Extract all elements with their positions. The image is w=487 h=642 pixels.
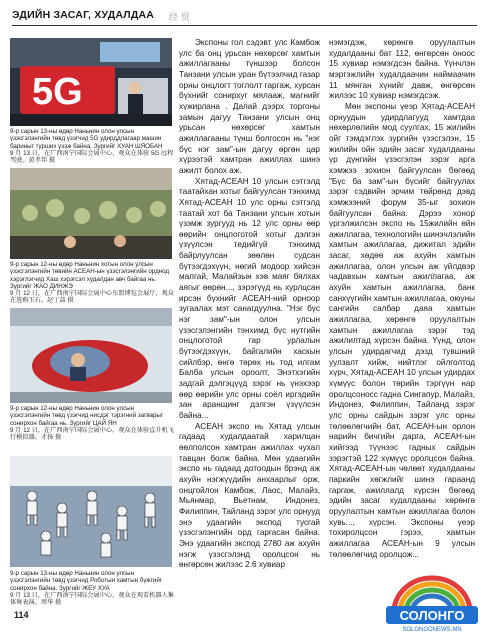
paragraph: Мөн экспоны үеэр Хятад-АСЕАН орнуудын удирдлагууд хамтдаа нөхөрлөлийн мод суулгах, 15 жилийн ойг тэмдэглэх зургийн үзэсгэлэн, 15 жилийн ойн эдийн засаг худалдааны үр дүнгийн үзэсгэлэн зэрэг арга хэмжээ зохион байгуулсан бөгөөд "Бүс ба зам"-ын бүсийг байгуулах зэрэг сэдвийн эрчим төйрөнд дэвд хэмжээний форум 35-ыг зохион байгуулсан байна. Дэрээ хонор үргэлжилсэн экспо нь 15жилийн өйн ажиллагаа, технологийн шинэчлэлийн хамтын ажиллагаа, дижитал эдийн засаг, хөдөө аж ахуйн хамтын ажиллагаа, олон улсын аж үйлдвэр чадавхын хамтын ажиллагаа, аж ахуйн хамтын ажиллагаа, банк санхүүгийн хамтын ажиллагаа, оюуны сангийн салбар даяа хамтын ажиллагаа, хөрөнгө оруулалтын хамтын ажиллагаа зэрэг тэд ажилилтад хүрсэн байна. Үүнд, олон улсын удирдагчид дэзд тувшний уулзалт хийж, нийтлэг ойлголтод хүрч, Хятад-АСЕАН 10 улсын удирдах хүмүүс болон төрийн тэргүүн нар оролцсоносс гадна Сингапур, Малайз, Индонез, Филиппин, Тайланд зэрэг улс орны сайдын зэрэг улс орны төлөөлөгчийн бат, АСЕАН-ын орлон нарийн бичгийн дарга, АСЕАН-ын хийгээд түүнээс гадных сайдын зэрэгтэй 122 хүмүүс оролцсон байна. Хятад-АСЕАН-ын чөлөөт худалдааны паркийн хөгжлийг шинэ гараанд гаргаж, ажиллалд хүрсэн бөгөөд эдийн засаг худалдааны хөрөнгө оруулалтын хамтын ажиллагаа болон хувь..., хүрсэн. Экспоны үеэр тохиролцсон гэрээ, хамтын ажиллагаа АСЕАН-ын 9 улсын төлөөлөгчид оролцож... — [329, 101, 475, 559]
paragraph: Хятад-АСЕАН 10 улсын сэтгэлд таатайхан хотыг байгуулсан тэнхимд Хятад-АСЕАН 10 улс орны сэтгэлд таатай хот ба Танзани улсын хотын үзэмж зургууд нь 12 улс орны өөр өөрийн онцлоготой хотыг дэлгэн үзүүлсэн тедийгүй тэнхимд байрлуулсан зөөлөн судсан бүтээгдэхүүн, нөгий модоор хийсэн малгай, Малайзын хэв маяг бялхах аягыг өөрөн..., зэрэгүүд нь хурлцсан ирсэн бүхнийг АСЕАН-ний орноор зугаалах мэт санагдуулна. "Нэг бүс нэг зам"-ын олон улсын үзэсгэлэнгийн тэнхимд бүс нутгийн онцлоготой гар урлалын бүтээгдэхүүн, байгалийн хаскын сийлбэр, өнгө төрөх нь тод илгам Балба улсын ороолт, Энэтхэгийн задгай дэлгэцүүд зэрэг нь үнэхээр өөр өөрийн улс орны соёл иргэдийн зан аранщинг дэлгэн үзүүлсэн байна... — [179, 176, 320, 420]
section-header — [12, 8, 477, 26]
photo-caption-3: 9-р сарын 12-ны өдөр Наньнин олон улсын үзэсгэлэнгийн төвд үзэгчид нисдэг тэрэгний загварыг сонирхон байгаа нь. Зургийг ЦАЙ ЯН 9 月 12 日，在广西南宁国际会展中心，观众在体验直升机飞行模拟器。才扬 摄 — [10, 405, 174, 442]
photo-helicopter-simulator — [10, 308, 172, 403]
photo-5g-booth — [10, 38, 172, 126]
paragraph: АСЕАН экспо нь Хятад улсын гадаад худалдаатай харилцан өөлполсон хамтран ажиллах чухал тавцан болж байна. Мөн удаагийн экспо нь гадаад дотоодын брэнд аж ахуйн нэгжүүдийн анхаарлыг орж, онцгойлон Камбож, Лаос, Малайз, Мьянмар, Вьетнам, Индонез, Филиппин, Тайланд зэрэг улс орнууд энэ удаагийн экспод тусгай үзэсгэлэнгийн орд гаргасан байна. Энэ удаагийн экспод 2780 аж ахуйн нэгж үзэсгэлэнд оролцсон нь өнгөрсөн жилээс 2.6 хувиар — [179, 421, 320, 570]
paragraph: нэмэгдэж, хөрөнгө оруулалтын худалдааны бат 112, өнгөрсөн оноос 15 хувиар нэмэгдсэн байна. Үүнчлэн мэргэжлийн худалдаачин наймаачин 11 мянган хүнийг давж, өнгөрсөн жилээс 10 хувиар нэмэгдсэж. — [329, 38, 475, 101]
article-column-1 — [179, 38, 320, 571]
section-title: ЭДИЙН ЗАСАГ, ХУДАЛДАА — [12, 9, 155, 21]
article-column-2 — [329, 38, 475, 560]
photo-jade-shop — [10, 168, 172, 259]
paragraph: Экспоны гол сэдэвт улс Камбож улс ба онц урьсан нөхөрсөг хамтын ажиллагааны түншээр болсон Танзани улсын уран бүтээлчид газар орны онцлогт тоглолт гаргаж, хурсан бүхнийг сонирхуг мялааж, магнийг хүжирлана . Далай дээрх торгоны замын дагуу Танзани улсын онц урьсан нөхөрсөг хамтын ажиллагааны түнш болгосон нь "нэг бүс нэг зам"-ын дагуу өргөн цар хүрээтэй хамтран ажиллах шинэ ажилт болох аж. — [179, 38, 320, 175]
photo-robot-dance — [10, 456, 172, 567]
svg-text:5G: 5G — [32, 71, 83, 113]
logo-url: SOLONGONEWS.MN — [402, 627, 462, 633]
photo-caption-1: 9-р сарын 13-ны өдөр Наньнин олон улсын үзэсгэлэнгийн төвд үзэгчид 5G удирддлагаар машин бариныг турших үзэж байна. Зургийг ХУАН ШЯОБАН 9 月 13 日，在广西南宁国际会展中心，观众在体验 5G 远程驾驶。黄孝邦 摄 — [10, 128, 174, 165]
solongo-logo — [384, 568, 480, 634]
logo-name: СОЛОНГО — [399, 608, 465, 623]
section-subtitle-chinese: 经 贸 — [169, 13, 190, 23]
page-number: 114 — [14, 610, 29, 620]
header-rule — [12, 25, 477, 26]
photo-caption-4: 9-р сарын 13-ны өдөр Наньнин олон улсын үзэсгэлэнгийн төвд үзэгчид Роботын хамтын бүжгийг сонирхон байна. Зургийг ЖЕУ ХУА 9 月 13 日，在广西南宁国际会展中心，观众在观看机器人集体舞表演。周华 摄 — [10, 570, 174, 607]
photo-caption-2: 9-р сарын 12-ны өдөр Наньнин хотын олон улсын үзэсгэлэнгийн төвийн АСЕАН-ын үзэсгэлэнгийн орднод хэрэглэгчид Хаш хэрэгсэл худалдан авч байгаа нь. Зургийг ЖАО ДИНЖЭ 9 月 12 日，在广西南宁国际会展中心东盟博览会展厅，观众在选购玉石。赵丁喆 摄 — [10, 261, 174, 305]
